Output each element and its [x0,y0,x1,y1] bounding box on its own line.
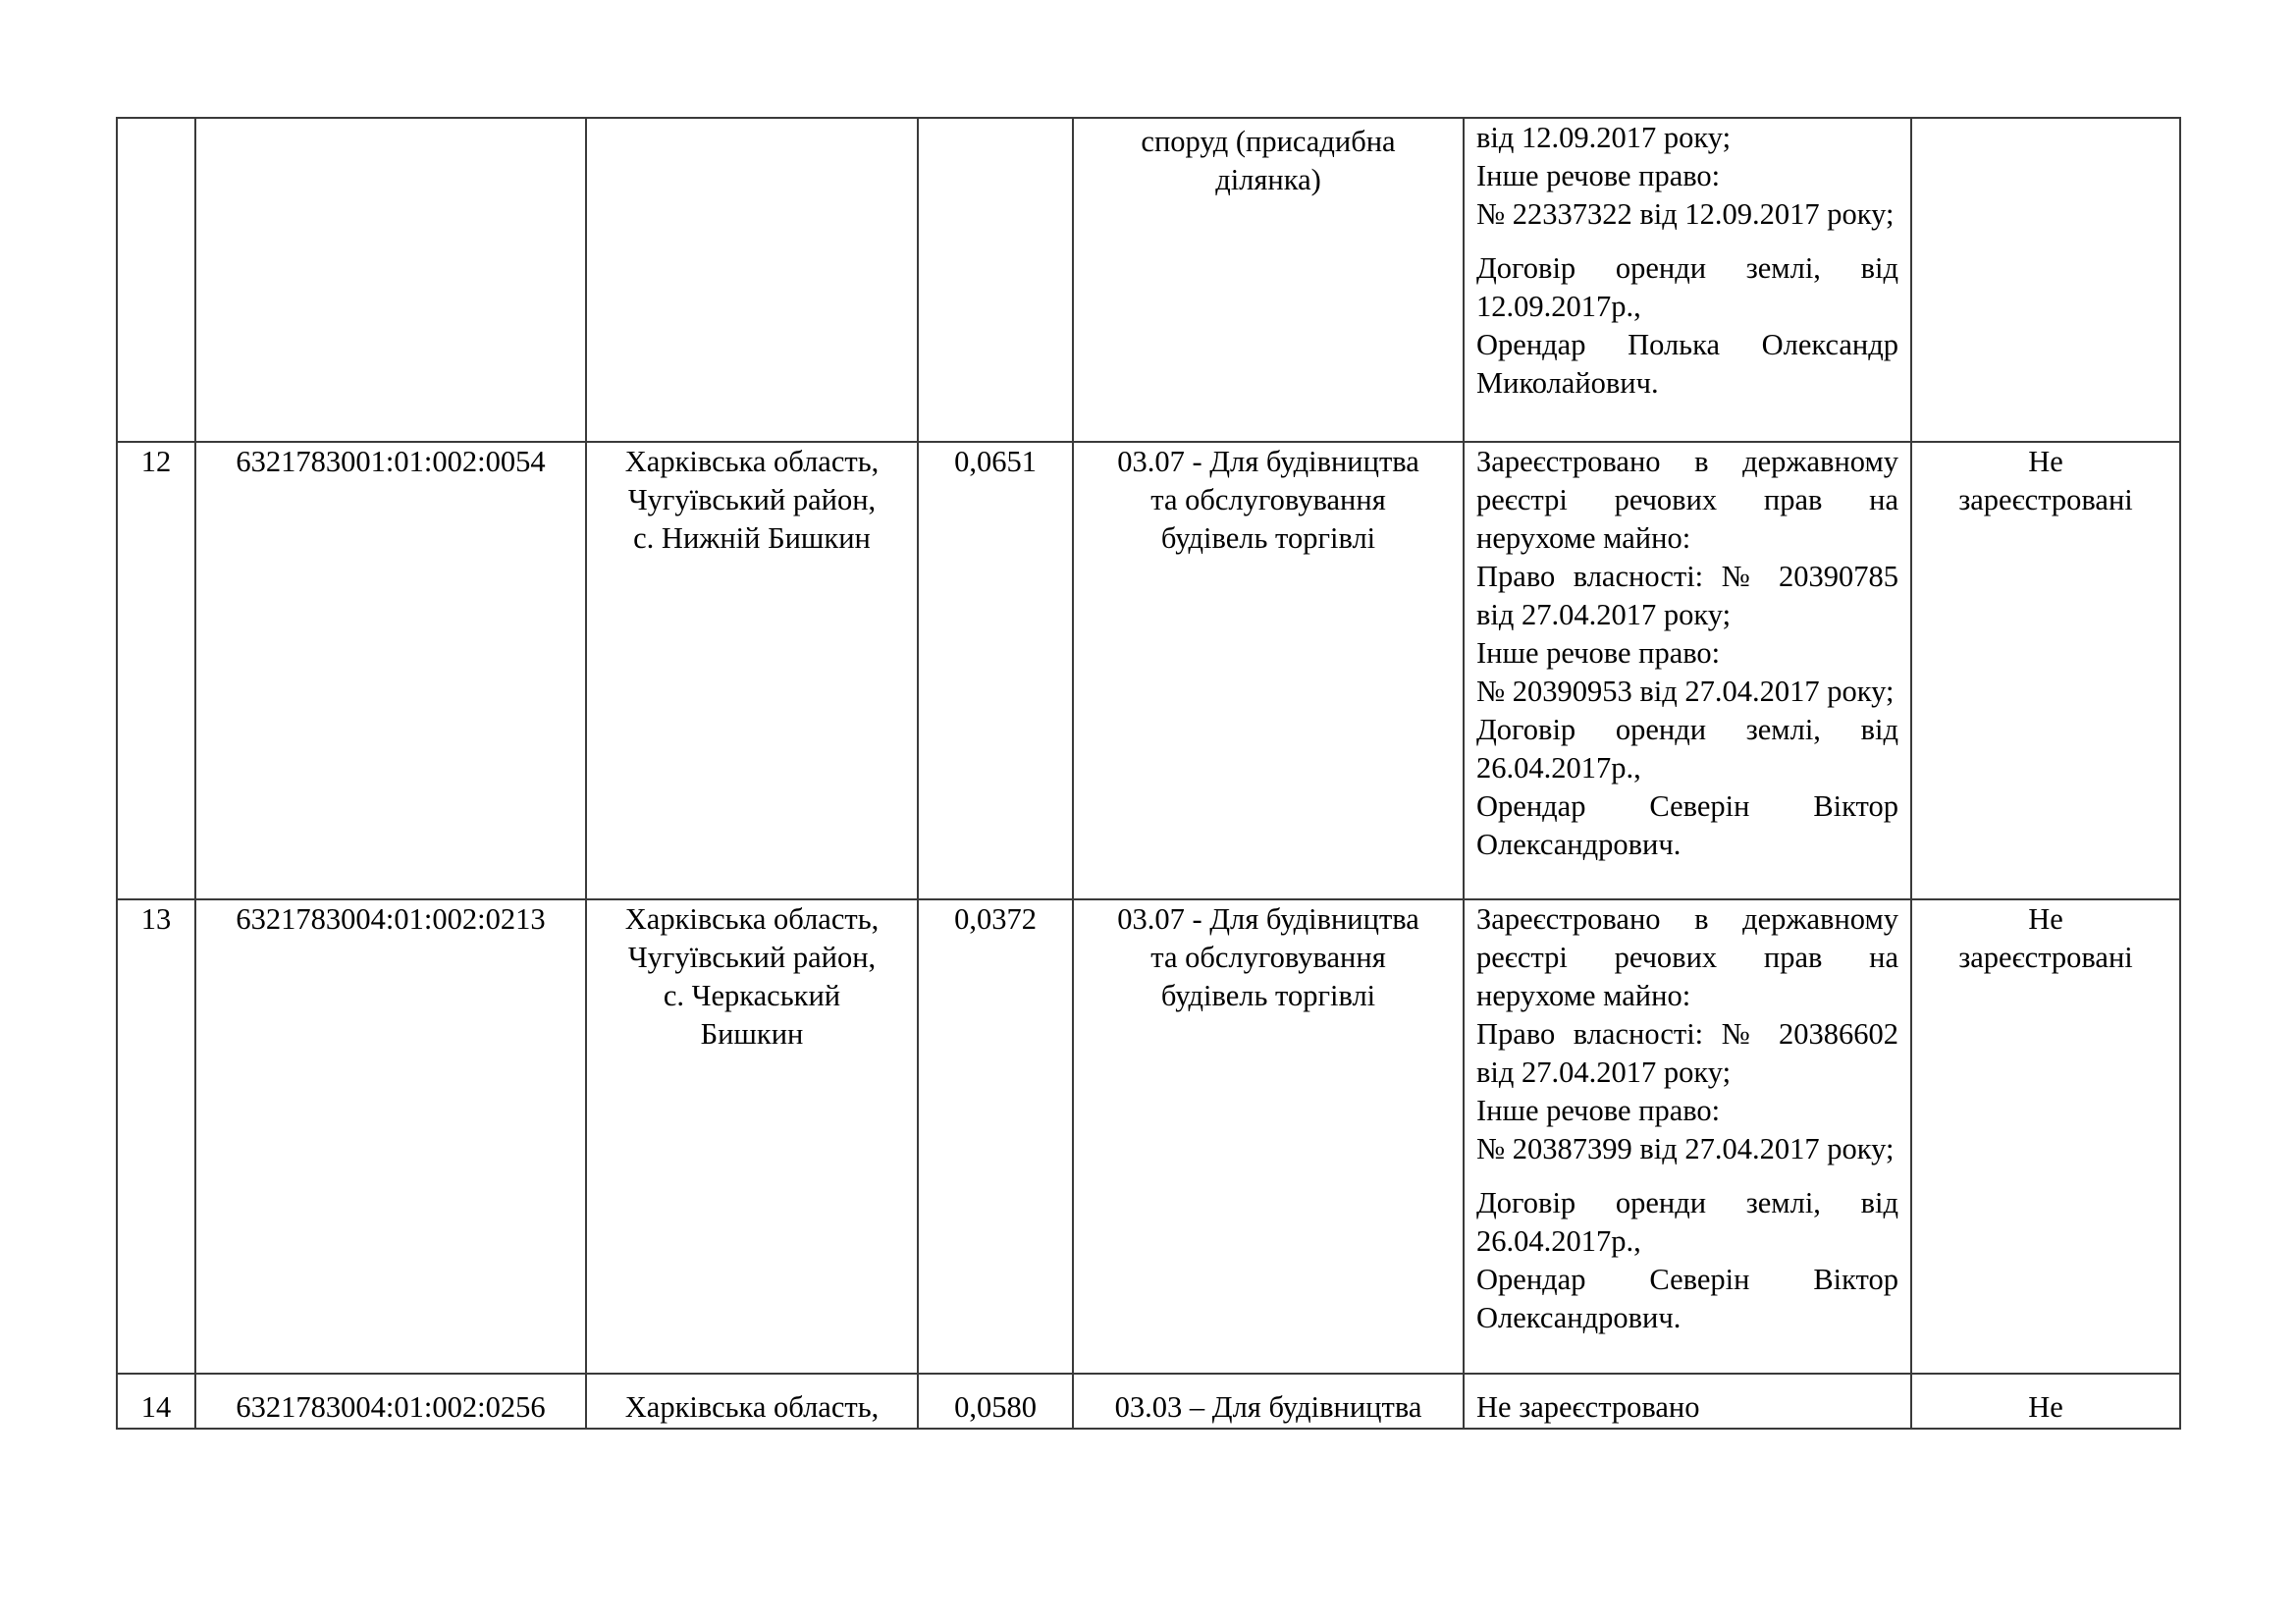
address-line: Бишкин [700,1017,804,1051]
registration-status-cell [1464,442,1911,899]
land-registry-table [116,117,2181,1430]
registered-rights-cell [1911,118,2180,442]
registered-rights-line: Не [2028,445,2063,478]
area-cell: 0,0580 [918,1374,1073,1429]
address-line: Харківська область, [624,1390,880,1424]
table-row [117,899,2180,1374]
registered-rights-cell [1911,1374,2180,1429]
cadastral-number-cell: 6321783004:01:002:0256 [195,1374,586,1429]
status-paragraph: Зареєстровано в державному реєстрі речових прав на нерухоме майно: [1476,902,1898,1012]
purpose-line: будівель торгівлі [1160,521,1376,555]
status-paragraph: № 22337322 від 12.09.2017 року; [1476,197,1895,231]
status-paragraph: Зареєстровано в державному реєстрі речових прав на нерухоме майно: [1476,445,1898,555]
status-paragraph: Не зареєстровано [1476,1390,1700,1424]
address-cell [586,1374,918,1429]
area-cell [918,118,1073,442]
address-line: Харківська область, [624,445,880,478]
status-paragraph: Орендар Полька Олександр Миколайович. [1476,328,1898,400]
status-paragraph: Інше речове право: [1476,636,1721,670]
status-paragraph: Право власності: № 20390785 від 27.04.2017 року; [1476,560,1898,631]
status-paragraph: Договір оренди землі, від 26.04.2017р., [1476,1186,1898,1258]
cadastral-number-cell: 6321783001:01:002:0054 [195,442,586,899]
table-row [117,1374,2180,1429]
purpose-line: будівель торгівлі [1160,979,1376,1012]
table-row [117,118,2180,442]
purpose-line: та обслуговування [1150,483,1386,516]
registered-rights-line: зареєстровані [1958,941,2133,974]
address-line: с. Черкаський [663,979,841,1012]
registration-status-cell [1464,899,1911,1374]
area-cell: 0,0372 [918,899,1073,1374]
purpose-line: споруд (присадибна [1141,125,1396,158]
status-paragraph: Договір оренди землі, від 26.04.2017р., [1476,713,1898,785]
cadastral-number-cell [195,118,586,442]
purpose-line: та обслуговування [1150,941,1386,974]
purpose-cell [1073,1374,1464,1429]
area-cell: 0,0651 [918,442,1073,899]
address-line: с. Нижній Бишкин [633,521,871,555]
registration-status-cell [1464,1374,1911,1429]
row-number-cell: 14 [117,1374,195,1429]
status-paragraph: № 20387399 від 27.04.2017 року; [1476,1132,1895,1165]
purpose-cell [1073,118,1464,442]
status-paragraph: № 20390953 від 27.04.2017 року; [1476,675,1895,708]
registered-rights-line: Не [2028,1390,2063,1424]
purpose-line: ділянка) [1215,163,1321,196]
registered-rights-line: Не [2028,902,2063,936]
status-paragraph: Право власності: № 20386602 від 27.04.2017 року; [1476,1017,1898,1089]
purpose-cell [1073,899,1464,1374]
registration-status-cell [1464,118,1911,442]
status-paragraph: Інше речове право: [1476,1094,1721,1127]
address-line: Чугуївський район, [627,941,877,974]
status-paragraph: Орендар Северін Віктор Олександрович. [1476,1263,1898,1334]
table-row [117,442,2180,899]
status-paragraph: Інше речове право: [1476,159,1721,192]
cadastral-number-cell: 6321783004:01:002:0213 [195,899,586,1374]
purpose-cell [1073,442,1464,899]
row-number-cell: 12 [117,442,195,899]
address-cell [586,442,918,899]
registered-rights-line: зареєстровані [1958,483,2133,516]
row-number-cell: 13 [117,899,195,1374]
purpose-line: 03.07 - Для будівництва [1117,902,1419,936]
status-paragraph: від 12.09.2017 року; [1476,121,1732,154]
purpose-line: 03.07 - Для будівництва [1117,445,1419,478]
purpose-line: 03.03 – Для будівництва [1114,1390,1422,1424]
status-paragraph: Договір оренди землі, від 12.09.2017р., [1476,251,1898,323]
status-paragraph: Орендар Северін Віктор Олександрович. [1476,789,1898,861]
address-cell [586,899,918,1374]
address-cell [586,118,918,442]
registered-rights-cell [1911,442,2180,899]
address-line: Чугуївський район, [627,483,877,516]
row-number-cell [117,118,195,442]
address-line: Харківська область, [624,902,880,936]
registered-rights-cell [1911,899,2180,1374]
